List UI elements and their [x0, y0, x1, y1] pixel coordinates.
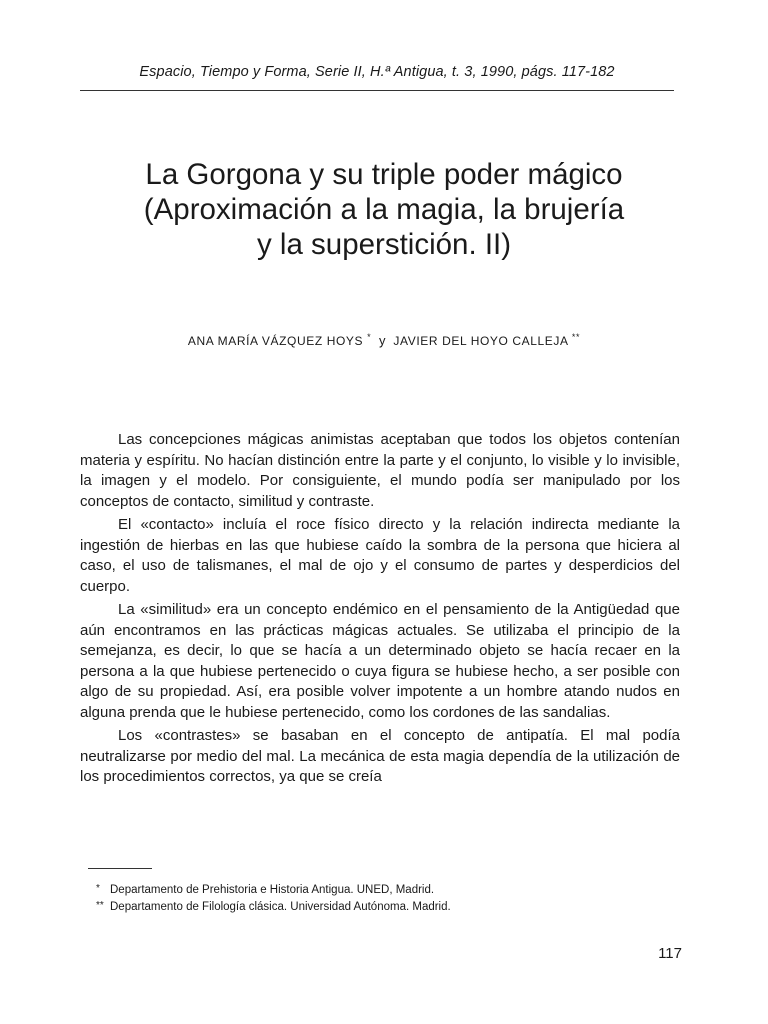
- footnotes: [96, 882, 670, 916]
- footnote-mark-1: *: [367, 332, 372, 342]
- footnote-rule: [88, 868, 152, 869]
- footnote-mark-2: **: [571, 332, 581, 342]
- paragraph: El «contacto» incluía el roce físico directo y la relación indirecta mediante la ingestión de hierbas en las que hubiese caído la sombra de la persona que hiciera al caso, el uso de talismanes, el mal de ojo y el consumo de partes y desperdicios del cuerpo.: [80, 516, 680, 595]
- article-title: [60, 157, 708, 262]
- author-1: ANA MARÍA VÁZQUEZ HOYS: [187, 334, 364, 348]
- body-text: [80, 430, 680, 791]
- author-2: JAVIER DEL HOYO CALLEJA: [393, 334, 568, 348]
- header-rule: [80, 90, 674, 91]
- journal-citation: Espacio, Tiempo y Forma, Serie II, H.ª Antigua, t. 3, 1990, págs. 117-182: [139, 64, 615, 80]
- footnote: [96, 882, 670, 899]
- author-line: [80, 332, 688, 348]
- footnote-mark: *: [96, 883, 100, 894]
- footnote-mark: **: [96, 900, 104, 911]
- title-line-3: y la superstición. II): [256, 228, 512, 261]
- author-separator: y: [379, 333, 386, 348]
- title-line-2: (Aproximación a la magia, la brujería: [143, 193, 625, 226]
- page-number: 117: [658, 945, 682, 962]
- paragraph: Las concepciones mágicas animistas aceptaban que todos los objetos contenían materia y espíritu. No hacían distinción entre la parte y el conjunto, lo visible y lo invisible, la imagen y el modelo. Por consiguiente, el mundo podía ser manipulado por los conceptos de contacto, similitud y contraste.: [80, 431, 680, 510]
- title-line-1: La Gorgona y su triple poder mágico: [145, 158, 623, 191]
- footnote-text: Departamento de Prehistoria e Historia Antigua. UNED, Madrid.: [110, 884, 435, 896]
- footnote: [96, 899, 670, 916]
- paragraph: La «similitud» era un concepto endémico en el pensamiento de la Antigüedad que aún encontramos en las prácticas mágicas actuales. Se utilizaba el principio de la semejanza, es decir, lo que se hacía a un determinado objeto se hacía recaer en la persona a la que hubiese pertenecido o cuya figura se hubiese hecho, a ser posible con algo de su propiedad. Así, era posible volver impotente a un hombre atando nudos en alguna prenda que le hubiese pertenecido, como los cordones de las sandalias.: [80, 601, 680, 721]
- paragraph: Los «contrastes» se basaban en el concepto de antipatía. El mal podía neutralizarse por medio del mal. La mecánica de esta magia dependía de la utilización de los procedimientos correctos, ya que se creía: [80, 727, 680, 785]
- footnote-text: Departamento de Filología clásica. Universidad Autónoma. Madrid.: [110, 901, 451, 913]
